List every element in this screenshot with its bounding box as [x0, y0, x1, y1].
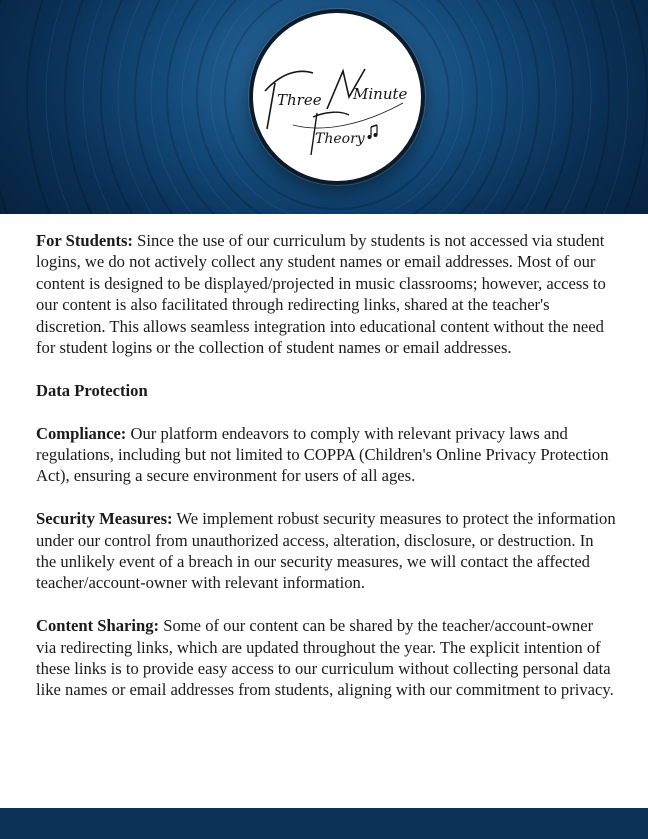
- heading-security-measures: Security Measures:: [36, 509, 173, 529]
- text-security-measures: We implement robust security measures to protect the information under our control from unauthorized access, alteration, disclosure, or destruction. In the unlikely event of a breach in our security measures, we will contact the affected teacher/account-owner with relevant information.: [36, 509, 616, 593]
- heading-data-protection: Data Protection: [36, 380, 148, 400]
- music-note-icon: [368, 125, 378, 139]
- paragraph-content-sharing: [36, 615, 616, 701]
- footer-bar: [0, 808, 648, 839]
- policy-content: [36, 230, 616, 722]
- text-compliance: Our platform endeavors to comply with relevant privacy laws and regulations, including but not limited to COPPA (Children's Online Privacy Protection Act), ensuring a secure environment for users of all ages.: [36, 423, 609, 486]
- paragraph-compliance: [36, 423, 616, 487]
- header-banner: [0, 0, 648, 214]
- logo-word-minute: Minute: [353, 85, 408, 103]
- text-content-sharing: Some of our content can be shared by the teacher/account-owner via redirecting links, which are updated throughout the year. The explicit intention of these links is to provide easy access to our curriculum without collecting personal data like names or email addresses from students, aligning with our commitment to privacy.: [36, 616, 614, 700]
- paragraph-security-measures: [36, 508, 616, 594]
- heading-compliance: Compliance:: [36, 423, 127, 443]
- section-heading-data-protection: [36, 380, 616, 401]
- logo-word-theory: Theory: [315, 131, 365, 147]
- paragraph-for-students: [36, 230, 616, 358]
- text-for-students: Since the use of our curriculum by students is not accessed via student logins, we do not actively collect any student names or email addresses. Most of our content is designed to be displayed/projected in music classrooms; however, access to our content is also facilitated through redirecting links, shared at the teacher's discretion. This allows seamless integration into educational content without the need for student logins or the collection of student names or email addresses.: [36, 231, 606, 358]
- heading-for-students: For Students:: [36, 231, 133, 250]
- logo-word-three: Three: [277, 91, 322, 109]
- three-minute-theory-logo: [249, 9, 425, 185]
- heading-content-sharing: Content Sharing:: [36, 616, 160, 636]
